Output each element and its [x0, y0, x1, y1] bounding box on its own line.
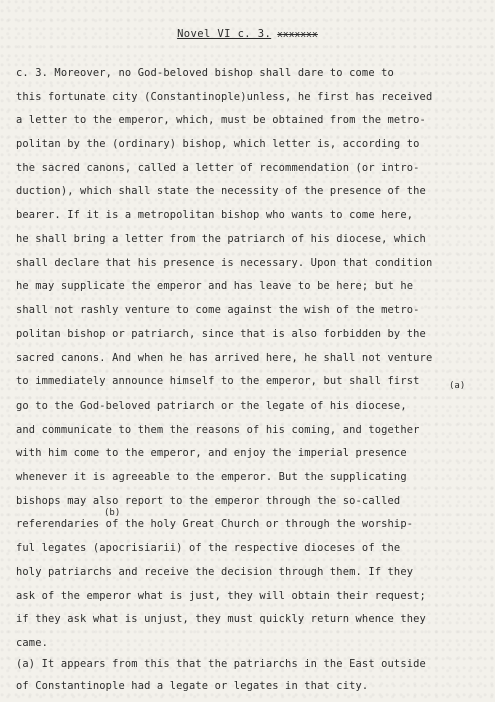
text-line: the sacred canons, called a letter of recommendation (or intro- [16, 162, 420, 174]
text-line: and communicate to them the reasons of his coming, and together [16, 424, 420, 436]
struck-text: xxxxxxx [277, 30, 318, 40]
text-line: a letter to the emperor, which, must be obtained from the metro- [16, 114, 426, 126]
text-line: c. 3. Moreover, no God-beloved bishop shall dare to come to [16, 67, 394, 79]
text-line: ask of the emperor what is just, they will obtain their request; [16, 590, 426, 602]
page-title [0, 28, 495, 40]
text-line: to immediately announce himself to the emperor, but shall first [16, 375, 420, 387]
text-line: whenever it is agreeable to the emperor. But the supplicating [16, 471, 407, 483]
text-line: duction), which shall state the necessity of the presence of the [16, 185, 426, 197]
text-line: ful legates (apocrisiarii) of the respective dioceses of the [16, 542, 401, 554]
text-line: shall declare that his presence is necessary. Upon that condition [16, 257, 433, 269]
text-line: shall not rashly venture to come against the wish of the metro- [16, 304, 420, 316]
text-line: go to the God-beloved patriarch or the legate of his diocese, [16, 400, 407, 412]
text-line: he may supplicate the emperor and has leave to be here; but he [16, 280, 414, 292]
text-line: referendaries of the holy Great Church or through the worship- [16, 518, 414, 530]
text-line: with him come to the emperor, and enjoy the imperial presence [16, 447, 407, 459]
text-line: bishops may also report to the emperor through the so-called [16, 495, 401, 507]
text-line: sacred canons. And when he has arrived here, he shall not venture [16, 352, 433, 364]
text-line: bearer. If it is a metropolitan bishop who wants to come here, [16, 209, 414, 221]
text-line: came. [16, 637, 49, 649]
text-line: if they ask what is unjust, they must quickly return whence they [16, 613, 426, 625]
text-line: this fortunate city (Constantinople)unless, he first has received [16, 91, 433, 103]
footnote-line: (a) It appears from this that the patriarchs in the East outside [16, 658, 426, 670]
footnote-mark-a: (a) [449, 381, 466, 391]
footnote-mark-b: (b) [104, 508, 121, 518]
footnote-line: of Constantinople had a legate or legates in that city. [16, 680, 369, 692]
text-line: politan bishop or patriarch, since that is also forbidden by the [16, 328, 426, 340]
text-line: holy patriarchs and receive the decision through them. If they [16, 566, 414, 578]
text-line: politan by the (ordinary) bishop, which letter is, according to [16, 138, 420, 150]
title-text: Novel VI c. 3. [177, 28, 272, 40]
text-line: he shall bring a letter from the patriarch of his diocese, which [16, 233, 426, 245]
